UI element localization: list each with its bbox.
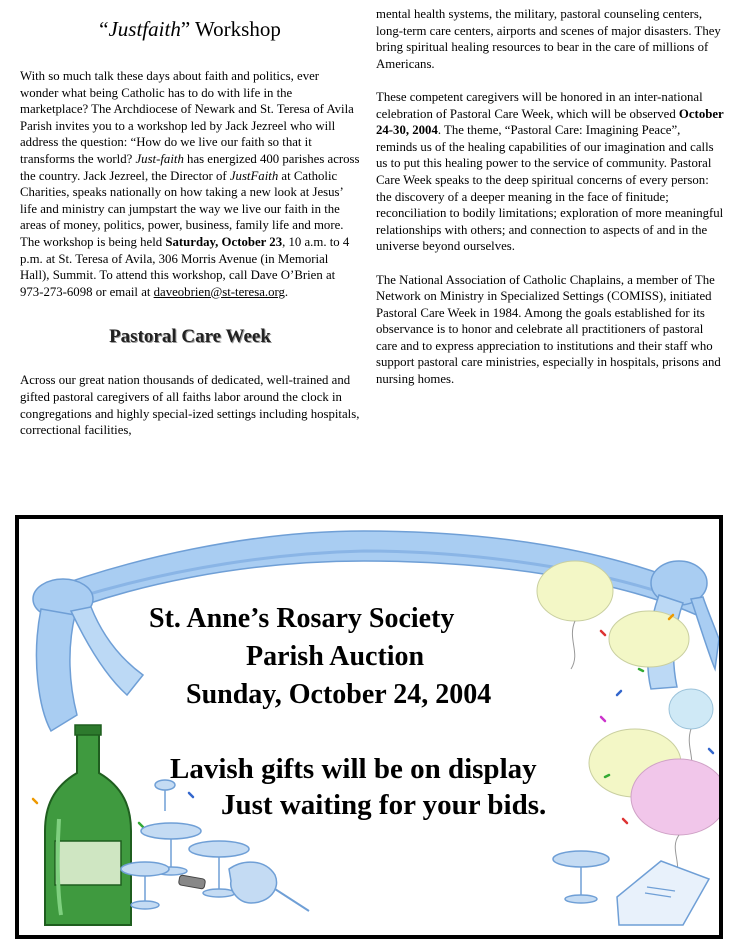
balloon-blue-small bbox=[669, 689, 713, 729]
pastoral-paragraph-3: The National Association of Catholic Chaplains, a member of The Network on Ministry in Specialized Settings (COMISS), initiated Pastoral Care Week in 1984. Among the goals established for its observance is to honor and celebrate all practitioners of pastoral care and to express appreciation to institutions and their staff who support pastoral care ministries, especially in hospitals, prisons and nursing homes. bbox=[376, 272, 721, 387]
workshop-text-end: . bbox=[284, 284, 289, 299]
workshop-text-1: With so much talk these days about faith and politics, ever wonder what being Catholic has to do with life in the marketplace? The Archdiocese of Newark and St. Teresa of Avila Parish invites you to a workshop led by Jack Jezreel who will address the question: “How do we live our faith so that it transforms the world? bbox=[20, 69, 354, 166]
auction-decorative-art bbox=[19, 519, 719, 935]
pastoral-week-dates: October 24-30, 2004 bbox=[376, 106, 724, 138]
left-ribbon-tail bbox=[36, 609, 77, 731]
right-column bbox=[376, 6, 724, 388]
right-ribbon-tail-2 bbox=[691, 597, 719, 669]
workshop-heading-italic: Justfaith bbox=[108, 17, 181, 41]
pastoral-heading: Pastoral Care Week bbox=[109, 326, 271, 348]
workshop-heading-rest: Workshop bbox=[190, 17, 281, 41]
workshop-heading-quote-close: ” bbox=[180, 17, 191, 41]
small-gift-item bbox=[178, 875, 205, 889]
auction-line-date: Sunday, October 24, 2004 bbox=[186, 679, 492, 710]
workshop-heading bbox=[20, 16, 360, 42]
auction-line-society: St. Anne’s Rosary Society bbox=[149, 603, 455, 634]
balloon-pink bbox=[631, 759, 719, 835]
workshop-email-link[interactable]: daveobrien@st-teresa.org bbox=[153, 284, 285, 299]
pastoral-p2-text-a: These competent caregivers will be honored in an inter-national celebration of Pastoral Care Week, which will be observed bbox=[376, 89, 703, 121]
workshop-paragraph bbox=[20, 68, 360, 300]
workshop-text-italic-2: JustFaith bbox=[229, 168, 279, 183]
left-column bbox=[20, 16, 360, 439]
paragraph-gap bbox=[376, 72, 724, 89]
workshop-date: Saturday, October 23 bbox=[165, 234, 283, 249]
tipped-glass-stem bbox=[275, 889, 309, 911]
pastoral-p2-text-b: . The theme, “Pastoral Care: Imagining Peace”, reminds us of the healing capabilities of our imagination and calls us to put this healing power to the service of community. Pastoral Care Week speaks to the deep spiritual concerns of every person: the discovery of a deeper meaning in the face of finitude; reconciliation to bodily limitations; exploration of more meaningful relationships with others; and connection to aspects of and in the universe beyond ourselves. bbox=[376, 123, 724, 254]
auction-line-gifts: Lavish gifts will be on display bbox=[170, 753, 537, 785]
pastoral-paragraph-1-continued: mental health systems, the military, pastoral counseling centers, long-term care centers, airports and scenes of major disasters. They bring spiritual healing resources to bear in the care of millions of Americans. bbox=[376, 7, 721, 71]
auction-line-title: Parish Auction bbox=[246, 641, 425, 672]
paragraph-gap bbox=[376, 255, 724, 272]
left-ribbon-tail-2 bbox=[71, 607, 143, 695]
bottle-cap bbox=[75, 725, 101, 735]
balloon-yellow-mid bbox=[609, 611, 689, 667]
balloon-yellow-top bbox=[537, 561, 613, 621]
tipped-glass bbox=[229, 862, 277, 903]
workshop-heading-quote-open: “ bbox=[99, 17, 109, 41]
workshop-text-2: has energized 400 parishes across the country. Jack Jezreel, the Director of bbox=[20, 151, 360, 183]
pastoral-paragraph-2 bbox=[376, 89, 724, 255]
place-card bbox=[617, 861, 709, 925]
balloon-string bbox=[571, 621, 575, 669]
workshop-text-4: , 10 a.m. to 4 p.m. at St. Teresa of Avila, 306 Morris Avenue (in Memorial Hall), Summit. To attend this workshop, call Dave O’Brien at 973-273-6098 or email at bbox=[20, 234, 350, 299]
pastoral-paragraph-1: Across our great nation thousands of dedicated, well-trained and gifted pastoral caregivers of all faiths labor around the clock in congregations and highly special-ized settings including hospitals, correctional facilities, bbox=[20, 373, 360, 438]
bottle-label bbox=[55, 841, 121, 885]
workshop-text-italic-1: Just-faith bbox=[135, 151, 184, 166]
workshop-text-3: at Catholic Charities, speaks nationally on how taking a new look at Jesus’ life and ministry can jumpstart the way we live our faith in the areas of money, politics, power, business, family life and more. The workshop is being held bbox=[20, 168, 344, 249]
auction-flyer-box bbox=[15, 515, 723, 939]
auction-line-bids: Just waiting for your bids. bbox=[221, 789, 547, 821]
